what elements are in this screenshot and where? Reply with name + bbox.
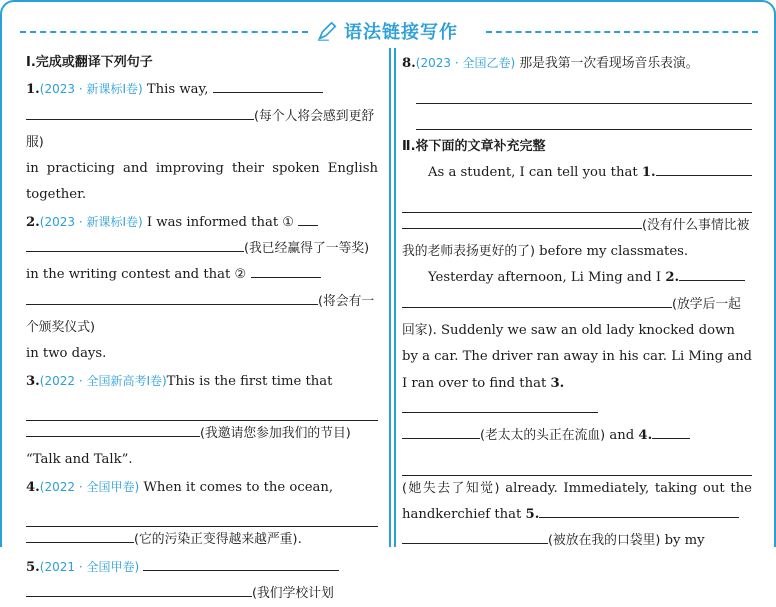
q5-hint: (我们学校计划 — [252, 585, 334, 601]
column-divider — [389, 48, 391, 547]
p1-text-a: As a student, I can tell you that — [428, 165, 638, 181]
header-bar — [2, 2, 774, 48]
p2-text-d: already. Immediately, taking out the handkerchief that — [402, 480, 752, 523]
q2-line5: in two days. — [26, 346, 107, 362]
q4-hint: (它的污染正变得越来越严重) — [134, 532, 298, 548]
q8-prompt — [402, 50, 752, 77]
q1-text-a: This way, — [146, 82, 209, 98]
blank-1a[interactable] — [656, 160, 752, 176]
p2-text-a: Yesterday afternoon, Li Ming and I — [428, 270, 662, 286]
q5-blank-a[interactable] — [143, 555, 339, 571]
q2-line4 — [26, 289, 378, 342]
p2-text-e: by my — [664, 533, 705, 549]
q2-blank-2a[interactable] — [251, 262, 321, 278]
q2-hint1: (我已经赢得了一等奖) — [244, 241, 370, 257]
q5-source: (2021 · 全国甲卷) — [39, 559, 140, 574]
q1-line3: in practicing and improving their spoken English together. — [26, 161, 378, 203]
q4-blank-a[interactable] — [26, 501, 378, 527]
q4-blank-b[interactable] — [26, 527, 134, 543]
q5-line2 — [26, 581, 378, 607]
q4-line3 — [26, 527, 378, 553]
q3-line4: “Talk and Talk”. — [26, 452, 133, 468]
q2-line2 — [26, 236, 378, 262]
q2-line3 — [26, 262, 378, 288]
blank-1-number: 1. — [641, 165, 656, 181]
column-divider-inner — [394, 48, 396, 547]
right-column — [402, 50, 752, 555]
q3-hint: (我邀请您参加我们的节目) — [200, 426, 351, 442]
blank-2b[interactable] — [402, 292, 672, 308]
q3-text-a: This is the first time that — [166, 373, 333, 389]
q8-source: (2023 · 全国乙卷) — [415, 56, 516, 70]
blank-5b[interactable] — [402, 528, 548, 544]
q2-text-a: I was informed that ① — [146, 214, 295, 230]
q1-hint: (每个人将会感到更舒服) — [26, 108, 375, 150]
blank-1-hint: (没有什么事情比被我的老师表扬更好的了) — [402, 217, 750, 260]
q3-blank-b[interactable] — [26, 421, 200, 437]
q1-line1 — [26, 76, 378, 103]
section-2-title: Ⅱ.将下面的文章补充完整 — [402, 138, 546, 154]
q2-hint2: (将会有一个颁奖仪式) — [26, 293, 375, 335]
q2-number: 2. — [26, 214, 40, 230]
blank-4-number: 4. — [638, 428, 653, 444]
q1-source: (2023 · 新课标Ⅰ卷) — [39, 82, 143, 97]
blank-4b[interactable] — [402, 449, 752, 475]
blank-3b[interactable] — [402, 423, 480, 439]
blank-2-hint: (放学后一起回家) — [402, 296, 741, 338]
q3-line1 — [26, 368, 378, 395]
q4-line1 — [26, 474, 378, 501]
q2-line1 — [26, 209, 378, 236]
q2-blank-2b[interactable] — [26, 289, 318, 305]
blank-2-number: 2. — [665, 270, 680, 286]
header-divider-right — [486, 31, 758, 33]
blank-5a[interactable] — [539, 502, 739, 518]
section-1-title: Ⅰ.完成或翻译下列句子 — [26, 55, 153, 70]
q2-text-b: in the writing contest and that ② — [26, 267, 247, 283]
header-title-group — [316, 16, 458, 46]
q4-text-b: . — [297, 532, 302, 548]
q1-blank-a[interactable] — [213, 77, 323, 93]
blank-4-hint: (她失去了知觉) — [402, 480, 500, 496]
blank-5-number: 5. — [525, 507, 540, 523]
blank-1b[interactable] — [402, 186, 752, 212]
blank-1c[interactable] — [402, 213, 642, 229]
q4-source: (2022 · 全国甲卷) — [39, 479, 140, 494]
q2-blank-1b[interactable] — [26, 236, 244, 252]
q1-line2 — [26, 104, 378, 157]
blank-3-hint: (老太太的头正在流血) — [480, 428, 606, 444]
p2-text-c: and — [609, 428, 635, 444]
q1-number: 1. — [26, 82, 40, 98]
blank-4a[interactable] — [652, 423, 690, 439]
q5-blank-b[interactable] — [26, 581, 252, 597]
left-column — [26, 50, 378, 607]
q8-number: 8. — [402, 56, 416, 71]
q3-blank-a[interactable] — [26, 395, 378, 421]
blank-5-hint: (被放在我的口袋里) — [548, 533, 661, 549]
pen-icon — [316, 20, 338, 42]
blank-3a[interactable] — [402, 397, 598, 413]
p2-text-b: . Suddenly we saw an old lady knocked down by a car. The driver ran away in his car. Li Ming and I ran over to find that — [402, 322, 753, 391]
p2-line8 — [402, 476, 752, 529]
blank-3-number: 3. — [550, 375, 565, 391]
p1-line1 — [402, 160, 752, 186]
p2-line6 — [402, 423, 752, 449]
q3-number: 3. — [26, 373, 40, 389]
blank-2a[interactable] — [679, 265, 745, 281]
q1-blank-b[interactable] — [26, 104, 254, 120]
q3-source: (2022 · 全国新高考Ⅰ卷) — [39, 373, 167, 388]
q2-blank-1a[interactable] — [298, 210, 318, 226]
q4-text-a: When it comes to the ocean, — [143, 479, 334, 495]
p2-line1 — [402, 265, 752, 291]
page-title: 语法链接写作 — [344, 22, 458, 43]
q8-text: 那是我第一次看现场音乐表演。 — [519, 56, 699, 71]
p1-line3 — [402, 213, 752, 266]
q5-number: 5. — [26, 559, 40, 575]
q2-source: (2023 · 新课标Ⅰ卷) — [39, 214, 143, 229]
p1-text-b: before my classmates. — [539, 244, 689, 260]
p2-line2 — [402, 292, 752, 423]
p2-line10 — [402, 528, 752, 554]
q3-line3 — [26, 421, 378, 447]
q8-answer-line-2[interactable] — [416, 104, 752, 130]
header-divider-left — [20, 31, 308, 33]
q8-answer-line-1[interactable] — [416, 77, 752, 103]
q4-number: 4. — [26, 479, 40, 495]
q5-line1 — [26, 554, 378, 581]
